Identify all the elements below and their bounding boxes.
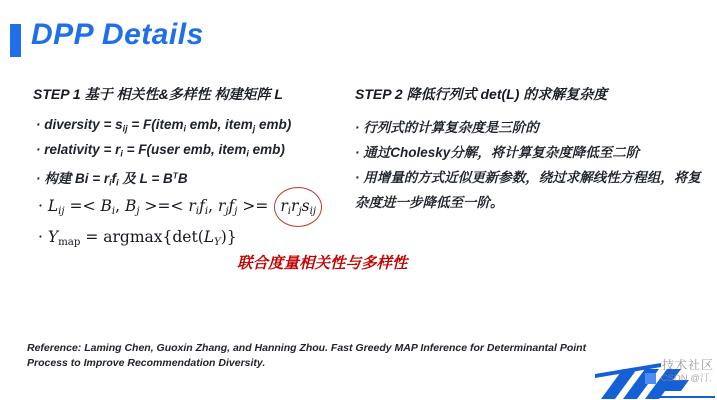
step2-bullet-list [355,115,709,215]
step2-bullet-complexity: · 行列式的计算复杂度是三阶的 [355,120,539,135]
formula-map-objective: · $Y_{map} = argmax\{\det(L_Y)\}$ [38,228,237,249]
step1-bullet-diversity: · diversity = $s_{ij}$ = F(item$_i$ emb, item$_j$ emb) [36,117,292,134]
step1-bullet-relativity: · relativity = $r_i$ = F(user emb, item$_i$ emb) [36,142,285,159]
step1-heading: STEP 1 基于 相关性&多样性 构建矩阵 L [33,86,283,102]
watermark-community-label: 技术社区 [661,358,714,372]
page-title: DPP Details [31,18,204,51]
formula-kernel-matrix [38,196,319,218]
red-annotation: 联合度量相关性与多样性 [237,255,408,272]
step1-bullet-matrix: · 构建 $Bi = r_if_i$ 及 $L = B^TB$ [36,170,188,188]
watermark-handle-label: CSDN @汀. [660,373,712,384]
watermark-underline [655,396,715,399]
formula-kernel-left: · $L_{ij} =< B_i$, $B_j$ >=< $r_if_i$, $r_jf_j$ >= [38,197,274,218]
title-accent-bar [10,24,21,57]
step2-bullet-cholesky: · 通过Cholesky分解，将计算复杂度降低至二阶 [355,145,640,160]
step2-heading: STEP 2 降低行列式 det(L) 的求解复杂度 [355,86,608,102]
reference-citation: Reference: Laming Chen, Guoxin Zhang, and Hanning Zhou. Fast Greedy MAP Inference for Determinantal Point Process to Improve Recommendation Diversity. [27,342,587,369]
csdn-watermark [593,350,717,400]
formula-circled-term: $r_ir_js_{ij}$ [274,187,322,227]
step2-bullet-incremental: · 用增量的方式近似更新参数，绕过求解线性方程组，将复杂度进一步降低至一阶。 [355,170,701,210]
